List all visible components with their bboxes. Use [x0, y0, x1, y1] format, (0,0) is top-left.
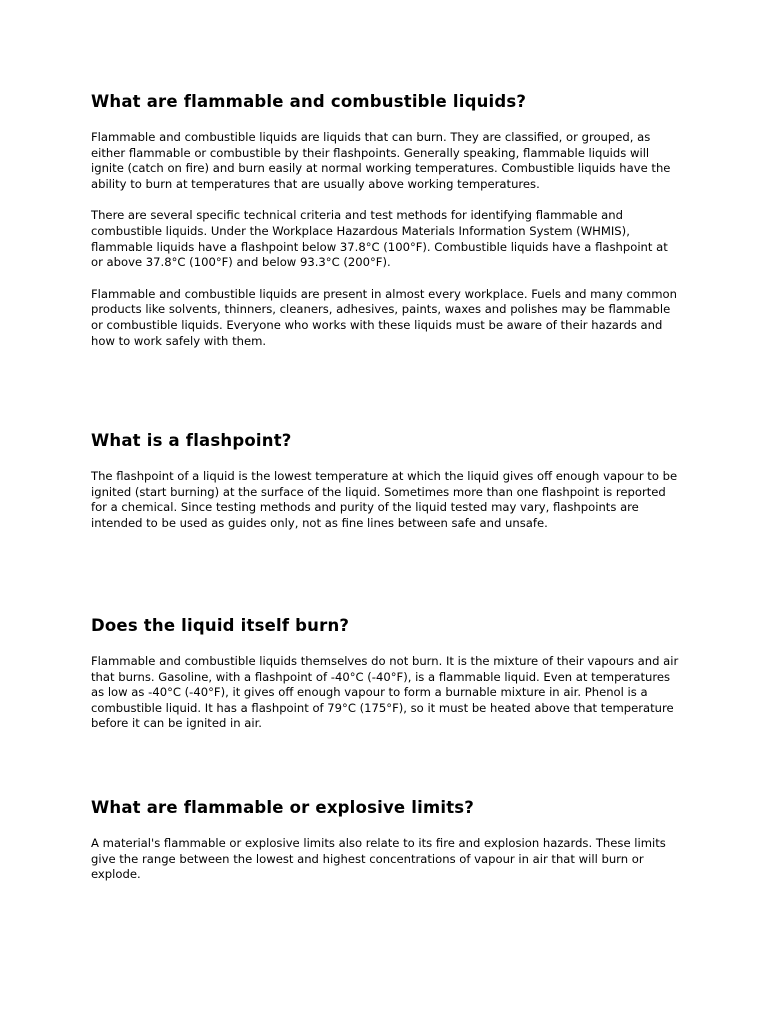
section-flammable-limits	[91, 798, 681, 883]
paragraph: Flammable and combustible liquids themselves do not burn. It is the mixture of their vapours and air that burns. Gasoline, with a flashpoint of -40°C (-40°F), is a flammable liquid. Even at temperatures as low as -40°C (-40°F), it gives off enough vapour to form a burnable mixture in air. Phenol is a combustible liquid. It has a flashpoint of 79°C (175°F), so it must be heated above that temperature before it can be ignited in air.	[91, 654, 679, 731]
paragraph: The flashpoint of a liquid is the lowest temperature at which the liquid gives off enough vapour to be ignited (start burning) at the surface of the liquid. Sometimes more than one flashpoint is reported for a chemical. Since testing methods and purity of the liquid tested may vary, flashpoints are intended to be used as guides only, not as fine lines between safe and unsafe.	[91, 469, 678, 530]
section-liquid-burn	[91, 616, 681, 732]
paragraph: A material's flammable or explosive limits also relate to its fire and explosion hazards. These limits give the range between the lowest and highest concentrations of vapour in air that will burn or explode.	[91, 836, 666, 882]
section-flashpoint	[91, 431, 681, 531]
section-heading: What are flammable and combustible liquids?	[91, 92, 527, 111]
paragraph: There are several specific technical criteria and test methods for identifying flammable and combustible liquids. Under the Workplace Hazardous Materials Information System (WHMIS), flammable liquids have a flashpoint below 37.8°C (100°F). Combustible liquids have a flashpoint at or above 37.8°C (100°F) and below 93.3°C (200°F).	[91, 208, 668, 270]
section-heading: What are flammable or explosive limits?	[91, 798, 475, 817]
section-flammable-combustible	[91, 92, 681, 349]
paragraph: Flammable and combustible liquids are present in almost every workplace. Fuels and many common products like solvents, thinners, cleaners, adhesives, paints, waxes and polishes may be flammable or combustible liquids. Everyone who works with these liquids must be aware of their hazards and how to work safely with them.	[91, 286, 677, 348]
section-heading: Does the liquid itself burn?	[91, 616, 350, 635]
paragraph: Flammable and combustible liquids are liquids that can burn. They are classified, or grouped, as either flammable or combustible by their flashpoints. Generally speaking, flammable liquids will ignite (catch on fire) and burn easily at normal working temperatures. Combustible liquids have the ability to burn at temperatures that are usually above working temperatures.	[91, 130, 671, 191]
section-heading: What is a flashpoint?	[91, 431, 292, 450]
